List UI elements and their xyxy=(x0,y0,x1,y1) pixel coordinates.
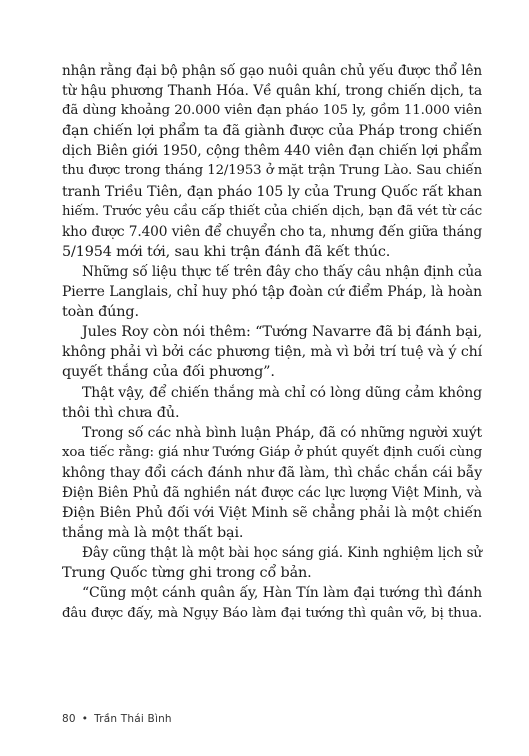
text-line: Trong số các nhà bình luận Pháp, đã có những người xuýt xyxy=(82,424,482,441)
author-name: Trần Thái Bình xyxy=(94,713,172,725)
text-line: tranh Triều Tiên, đạn pháo 105 ly của Trung Quốc rất khan xyxy=(62,183,482,200)
page-footer xyxy=(62,713,172,725)
paragraph xyxy=(62,262,482,322)
paragraph xyxy=(62,322,482,382)
text-line: đã dùng khoảng 20.000 viên đạn pháo 105 ly, gồm 11.000 viên xyxy=(62,103,482,119)
text-line: hiếm. Trước yêu cầu cấp thiết của chiến dịch, bạn đã vét từ các xyxy=(62,203,482,219)
text-line: Jules Roy còn nói thêm: “Tướng Navarre đã bị đánh bại, xyxy=(82,324,482,341)
text-line: xoa tiếc rằng: giá như Tướng Giáp ở phút quyết định cuối cùng xyxy=(62,444,482,460)
text-line: toàn đúng. xyxy=(62,304,139,321)
text-line: Trung Quốc từng ghi trong cổ bản. xyxy=(62,565,312,582)
text-line: không thay đổi cách đánh như đã làm, thì chắc chắn cái bẫy xyxy=(62,464,482,481)
page-number: 80 xyxy=(62,713,76,725)
text-line: đạn chiến lợi phẩm ta đã giành được của Pháp trong chiến xyxy=(62,123,482,140)
text-line: Điện Biên Phủ đối với Việt Minh sẽ chẳng phải là một chiến xyxy=(62,505,482,522)
paragraph xyxy=(62,61,482,262)
text-line: từ hậu phương Thanh Hóa. Về quân khí, trong chiến dịch, ta xyxy=(62,83,482,100)
text-line: đâu được đấy, mà Ngụy Báo làm đại tướng thì quân vỡ, bị thua. xyxy=(62,605,482,621)
text-line: Pierre Langlais, chỉ huy phó tập đoàn cứ điểm Pháp, là hoàn xyxy=(62,284,482,301)
text-line: không phải vì bởi các phương tiện, mà vì bởi trí tuệ và ý chí xyxy=(62,344,482,361)
text-line: dịch Biên giới 1950, cộng thêm 440 viên đạn chiến lợi phẩm xyxy=(62,143,482,160)
paragraph xyxy=(62,583,482,623)
text-line: thôi thì chưa đủ. xyxy=(62,404,180,421)
text-line: “Cũng một cánh quân ấy, Hàn Tín làm đại tướng thì đánh xyxy=(82,585,482,602)
paragraph xyxy=(62,423,482,544)
text-line: quyết thắng của đối phương”. xyxy=(62,364,275,381)
paragraph xyxy=(62,383,482,423)
paragraph xyxy=(62,543,482,583)
body-text xyxy=(62,61,482,624)
text-line: kho được 7.400 viên để chuyển cho ta, nhưng đến giữa tháng xyxy=(62,223,482,240)
text-line: Đây cũng thật là một bài học sáng giá. Kinh nghiệm lịch sử xyxy=(82,545,482,562)
text-line: Những số liệu thực tế trên đây cho thấy câu nhận định của xyxy=(82,263,482,280)
text-line: thắng mà là một thất bại. xyxy=(62,525,244,542)
text-line: thu được trong tháng 12/1953 ở mặt trận Trung Lào. Sau chiến xyxy=(62,163,482,179)
text-line: nhận rằng đại bộ phận số gạo nuôi quân chủ yếu được thổ lên xyxy=(62,63,482,79)
text-line: Điện Biên Phủ đã nghiền nát được các lực lượng Việt Minh, và xyxy=(62,484,482,501)
text-line: Thật vậy, để chiến thắng mà chỉ có lòng dũng cảm không xyxy=(82,384,482,401)
text-line: 5/1954 mới tới, sau khi trận đánh đã kết thúc. xyxy=(62,243,391,260)
footer-separator: • xyxy=(81,713,89,725)
